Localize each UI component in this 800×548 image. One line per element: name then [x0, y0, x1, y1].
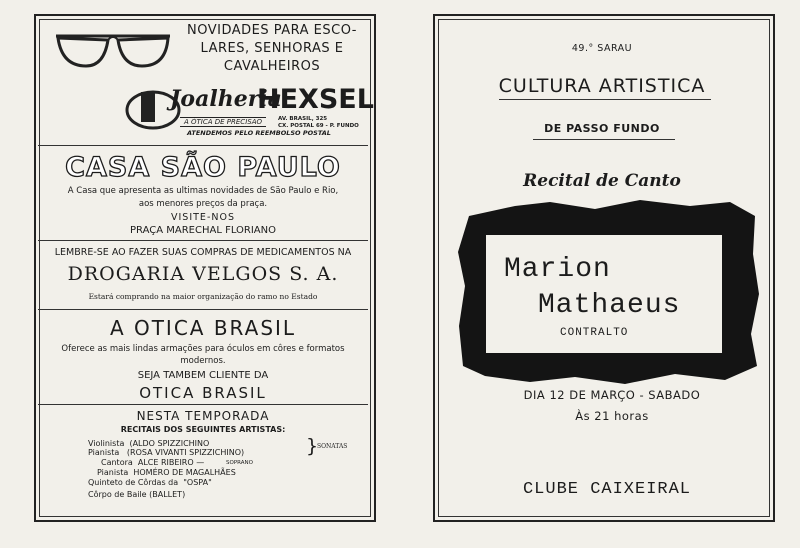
marion-name: Marion	[504, 254, 611, 285]
otica-text-1: Oferece as mais lindas armações para óculos em côres e formatos	[61, 344, 345, 354]
novidades-line-3: CAVALHEIROS	[223, 59, 321, 74]
reembolso-label: ATENDEMOS PELO REEMBOLSO POSTAL	[187, 129, 331, 137]
drogaria-velgos: DROGARIA VELGOS S. A.	[67, 263, 339, 285]
divider	[38, 404, 368, 405]
divider	[38, 309, 368, 310]
sonatas-brace: }	[306, 435, 319, 457]
artist-line: Côrpo de Baile (BALLET)	[88, 490, 186, 499]
cultura-artistica: CULTURA ARTISTICA	[498, 75, 706, 97]
otica-precisao-label: A ÓTICA DE PRECISÃO	[180, 117, 266, 127]
otica-brasil-title: A OTICA BRASIL	[109, 316, 297, 340]
eyeglasses-icon	[52, 30, 174, 72]
seja-cliente: SEJA TAMBEM CLIENTE DA	[137, 370, 269, 381]
divider	[38, 145, 368, 146]
casa-text-2: aos menores preços da praça.	[138, 199, 268, 209]
concert-time: Às 21 horas	[575, 409, 649, 423]
artist-line: Pianista HOMÉRO DE MAGALHÃES	[97, 468, 236, 477]
hexsel-label: HEXSEL	[257, 84, 374, 115]
nesta-temporada: NESTA TEMPORADA	[136, 409, 270, 423]
divider	[499, 99, 711, 100]
otica-text-2: modernos.	[180, 356, 226, 366]
hexsel-address-1: AV. BRASIL, 325	[278, 116, 328, 122]
novidades-line-1: NOVIDADES PARA ESCO-	[187, 23, 357, 38]
contralto-label: CONTRALTO	[560, 327, 629, 339]
novidades-line-2: LARES, SENHORAS E	[200, 41, 344, 56]
sonatas-label: SONATAS	[317, 443, 348, 450]
concert-date: DIA 12 DE MARÇO - SABADO	[523, 388, 701, 402]
recitais-heading: RECITAIS DOS SEGUINTES ARTISTAS:	[120, 425, 286, 434]
artist-line: Violinista (ALDO SPIZZICHINO	[88, 439, 210, 448]
mathaeus-name: Mathaeus	[538, 290, 681, 321]
otica-brasil-name: OTICA BRASIL	[139, 384, 267, 402]
casa-sao-paulo-title: CASA SÃO PAULO	[65, 152, 341, 183]
soprano-label: SOPRANO	[226, 460, 253, 466]
passo-fundo: DE PASSO FUNDO	[544, 122, 660, 135]
estara-text: Estará comprando na maior organização do ramo no Estado	[88, 292, 318, 301]
visite-nos: VISITE-NOS	[171, 212, 235, 223]
sarau-number: 49.° SARAU	[571, 43, 633, 54]
hexsel-address-2: CX. POSTAL 69 - P. FUNDO	[278, 123, 359, 129]
artist-line: Cantora ALCE RIBEIRO —	[101, 458, 205, 467]
divider	[533, 139, 675, 140]
lembre-text: LEMBRE-SE AO FAZER SUAS COMPRAS DE MEDICAMENTOS NA	[54, 247, 352, 258]
clube-caixeiral: CLUBE CAIXEIRAL	[522, 480, 692, 499]
joalheria-label: Joalheria	[170, 86, 282, 112]
divider	[38, 240, 368, 241]
praca-marechal: PRAÇA MARECHAL FLORIANO	[130, 225, 276, 236]
recital-de-canto: Recital de Canto	[523, 171, 681, 191]
casa-text-1: A Casa que apresenta as ultimas novidades de São Paulo e Rio,	[67, 186, 339, 196]
artist-line: Pianista (ROSA VIVANTI SPIZZICHINO)	[88, 448, 245, 457]
artist-line: Quinteto de Côrdas da "OSPA"	[88, 478, 212, 487]
